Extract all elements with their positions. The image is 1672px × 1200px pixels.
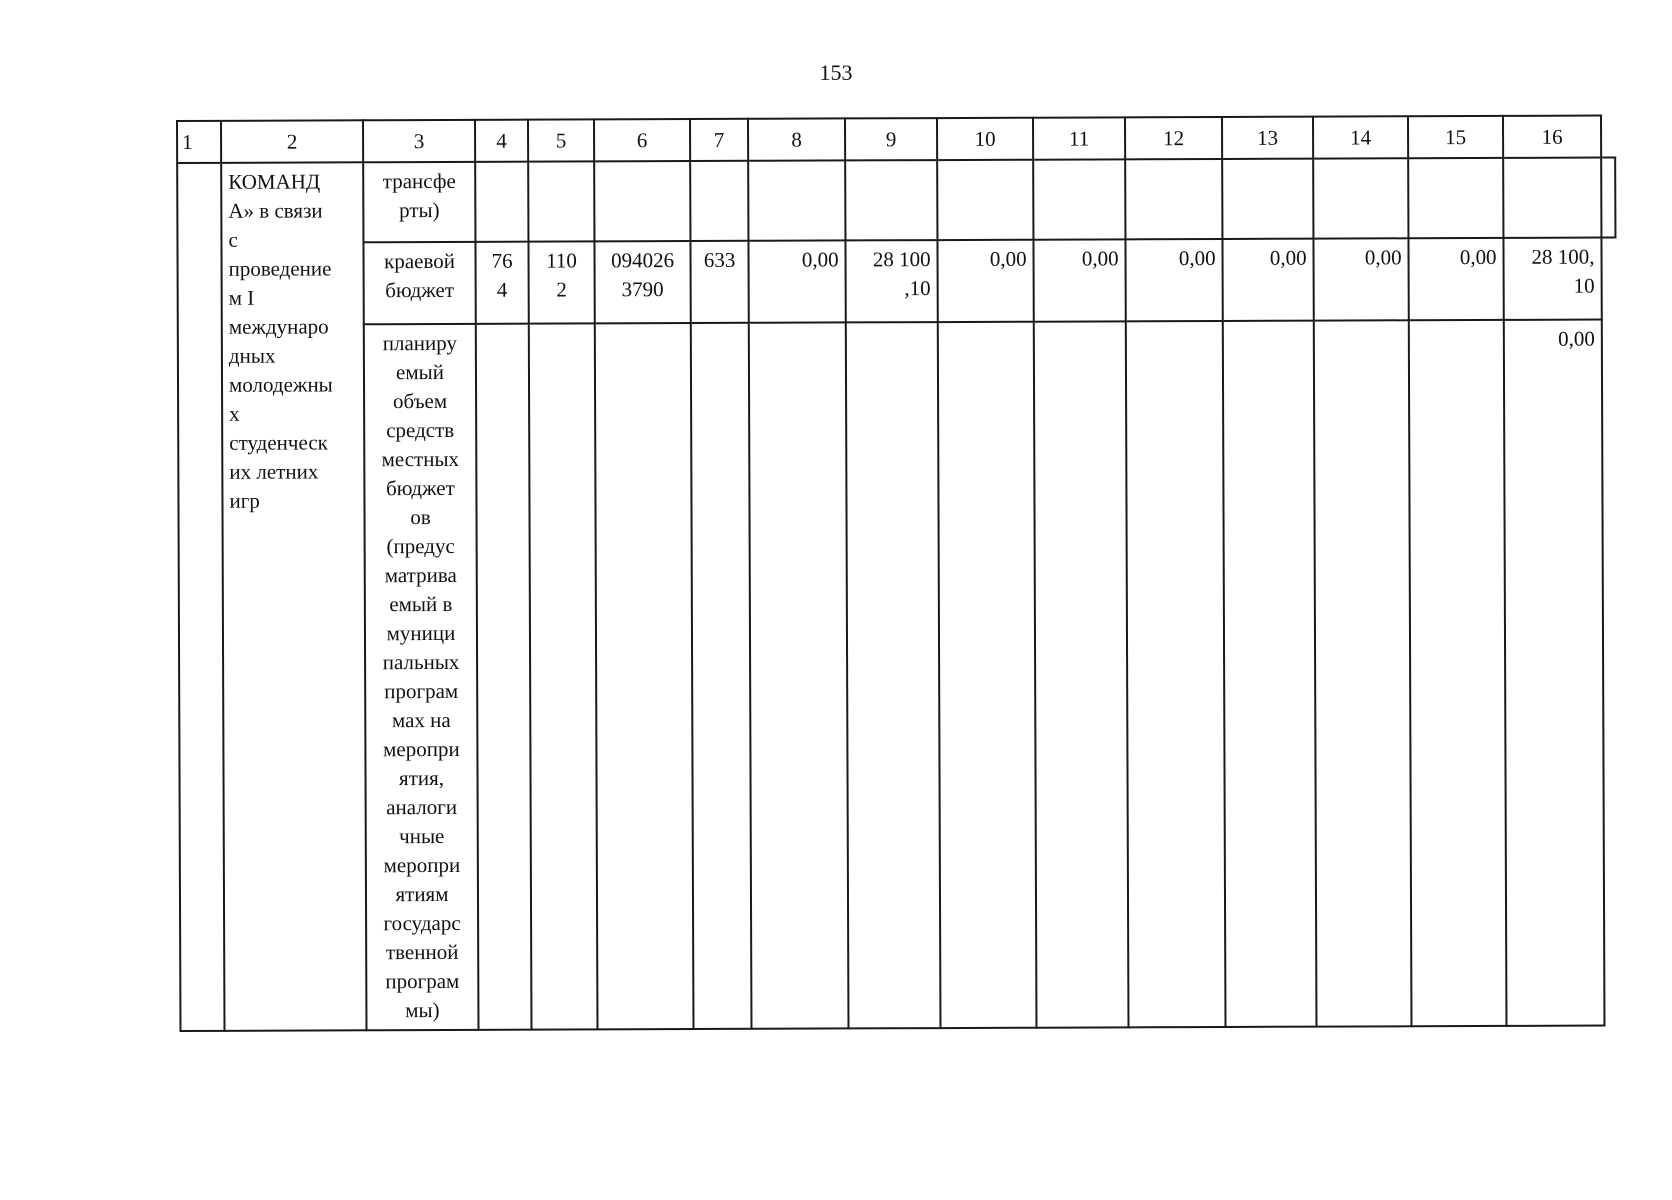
header-col-12: 12 — [1125, 117, 1222, 159]
program-name-line: КОМАНД — [228, 169, 321, 194]
table-row — [177, 157, 1615, 243]
row-number-cell — [177, 163, 224, 1031]
program-name-line: игр — [229, 488, 260, 513]
empty-cell — [1126, 321, 1226, 1027]
header-col-1: 1 — [177, 121, 221, 163]
empty-cell — [690, 161, 748, 241]
empty-cell — [1408, 158, 1503, 238]
funding-source-line: емый — [395, 359, 444, 385]
empty-cell — [845, 160, 937, 240]
value-line: 28 100 — [872, 247, 931, 272]
empty-cell — [1125, 159, 1222, 239]
empty-cell — [1223, 321, 1317, 1027]
program-name-cell — [221, 162, 366, 1031]
funding-source-line: програм — [385, 968, 460, 994]
funding-source-line: бюджет — [385, 277, 455, 303]
funding-source-line: твенной — [385, 939, 459, 965]
value-cell-col10: 0,00 — [937, 240, 1033, 322]
header-col-11: 11 — [1033, 117, 1125, 159]
funding-source-line: рты) — [399, 197, 440, 223]
funding-source-line: планиру — [382, 330, 458, 356]
funding-source-line: ятия, — [398, 765, 445, 791]
value-line: ,10 — [904, 276, 931, 301]
funding-source-cell — [363, 162, 475, 242]
header-col-13: 13 — [1222, 117, 1313, 159]
funding-source-line: аналоги — [386, 794, 458, 820]
funding-source-line: ятиям — [395, 881, 449, 907]
empty-cell — [846, 322, 941, 1028]
funding-source-line: средств — [386, 417, 455, 443]
header-col-16: 16 — [1503, 116, 1601, 158]
program-name-line: проведение — [228, 256, 332, 281]
program-name-line: м I — [228, 285, 255, 310]
funding-source-line: муници — [386, 620, 456, 646]
value-cell-col14: 0,00 — [1313, 238, 1408, 320]
header-row — [177, 115, 1615, 163]
funding-source-line: мах на — [391, 707, 451, 733]
empty-cell — [748, 160, 845, 240]
csr-cell — [594, 241, 690, 323]
funding-source-line: объем — [392, 388, 448, 414]
empty-cell — [1033, 159, 1125, 239]
header-col-6: 6 — [594, 119, 690, 161]
header-col-5: 5 — [528, 119, 594, 161]
funding-source-line: чные — [399, 823, 445, 849]
empty-cell — [1503, 158, 1601, 238]
empty-cell — [595, 323, 694, 1029]
empty-cell — [1601, 157, 1615, 237]
csr-line: 3790 — [621, 277, 664, 302]
value-cell-col12: 0,00 — [1125, 239, 1222, 321]
value-cell-col9 — [845, 240, 937, 322]
value-cell-col15: 0,00 — [1408, 238, 1503, 320]
table-row — [177, 237, 1615, 325]
funding-source-line: (предус — [386, 533, 455, 559]
header-col-14: 14 — [1313, 116, 1408, 158]
value-cell-col8: 0,00 — [748, 240, 845, 322]
program-name-line: междунаро — [228, 314, 329, 339]
program-name-line: с — [228, 227, 238, 252]
header-col-10: 10 — [937, 118, 1033, 160]
program-name-line: студенческ — [229, 430, 328, 455]
empty-cell — [1034, 321, 1129, 1027]
empty-cell — [1409, 320, 1507, 1026]
grbs-cell — [475, 242, 528, 324]
vr-cell: 633 — [690, 241, 748, 323]
header-col-7: 7 — [690, 119, 748, 161]
value-cell-col16: 0,00 — [1504, 320, 1605, 1026]
funding-source-line: меропри — [383, 852, 461, 878]
funding-source-cell — [363, 242, 475, 324]
funding-source-line: програм — [384, 678, 459, 704]
empty-cell — [1314, 320, 1412, 1026]
empty-cell — [594, 161, 690, 241]
header-col-9: 9 — [845, 118, 937, 160]
program-name-line: х — [229, 401, 240, 426]
empty-cell — [749, 322, 849, 1028]
funding-source-line: трансфе — [382, 168, 456, 194]
value-line: 28 100, — [1531, 244, 1595, 269]
value-cell-col13: 0,00 — [1222, 239, 1313, 321]
header-col-15: 15 — [1408, 116, 1503, 158]
value-cell-col16 — [1503, 238, 1601, 320]
funding-source-line: государс — [383, 910, 461, 936]
empty-cell — [1313, 158, 1408, 238]
budget-table — [176, 114, 1619, 1032]
empty-cell — [476, 324, 532, 1030]
header-col-3: 3 — [363, 120, 475, 162]
empty-cell — [1222, 159, 1313, 239]
funding-source-line: ов — [410, 505, 431, 530]
funding-source-cell — [364, 324, 479, 1030]
rzpr-cell — [528, 241, 594, 323]
funding-source-line: емый в — [389, 591, 453, 617]
header-col-4: 4 — [475, 120, 528, 162]
funding-source-line: мы) — [405, 997, 440, 1023]
program-name-line: молодежны — [228, 372, 333, 397]
empty-cell — [528, 161, 594, 241]
program-name-line: дных — [228, 343, 276, 368]
funding-source-line: матрива — [384, 562, 457, 588]
value-cell-col11: 0,00 — [1033, 239, 1125, 321]
program-name-line: А» в связи — [228, 198, 323, 223]
funding-source-line: местных — [381, 446, 460, 472]
grbs-line: 4 — [496, 277, 508, 302]
header-col-8: 8 — [748, 118, 845, 160]
csr-line: 094026 — [610, 248, 675, 273]
empty-cell — [938, 322, 1037, 1028]
program-name-line: их летних — [229, 459, 319, 484]
empty-cell — [691, 323, 752, 1029]
empty-cell — [937, 160, 1033, 240]
funding-source-line: краевой — [384, 248, 456, 274]
grbs-line: 76 — [491, 248, 513, 273]
empty-cell — [529, 323, 598, 1029]
rzpr-line: 110 — [546, 248, 577, 273]
value-line: 10 — [1573, 273, 1595, 298]
empty-cell — [475, 162, 528, 242]
page-number: 153 — [819, 60, 853, 85]
table-row — [178, 319, 1619, 1031]
funding-source-line: пальных — [382, 649, 460, 675]
funding-source-line: меропри — [383, 736, 460, 762]
funding-source-line: бюджет — [385, 475, 455, 501]
header-col-2: 2 — [221, 120, 363, 163]
rzpr-line: 2 — [556, 277, 567, 302]
